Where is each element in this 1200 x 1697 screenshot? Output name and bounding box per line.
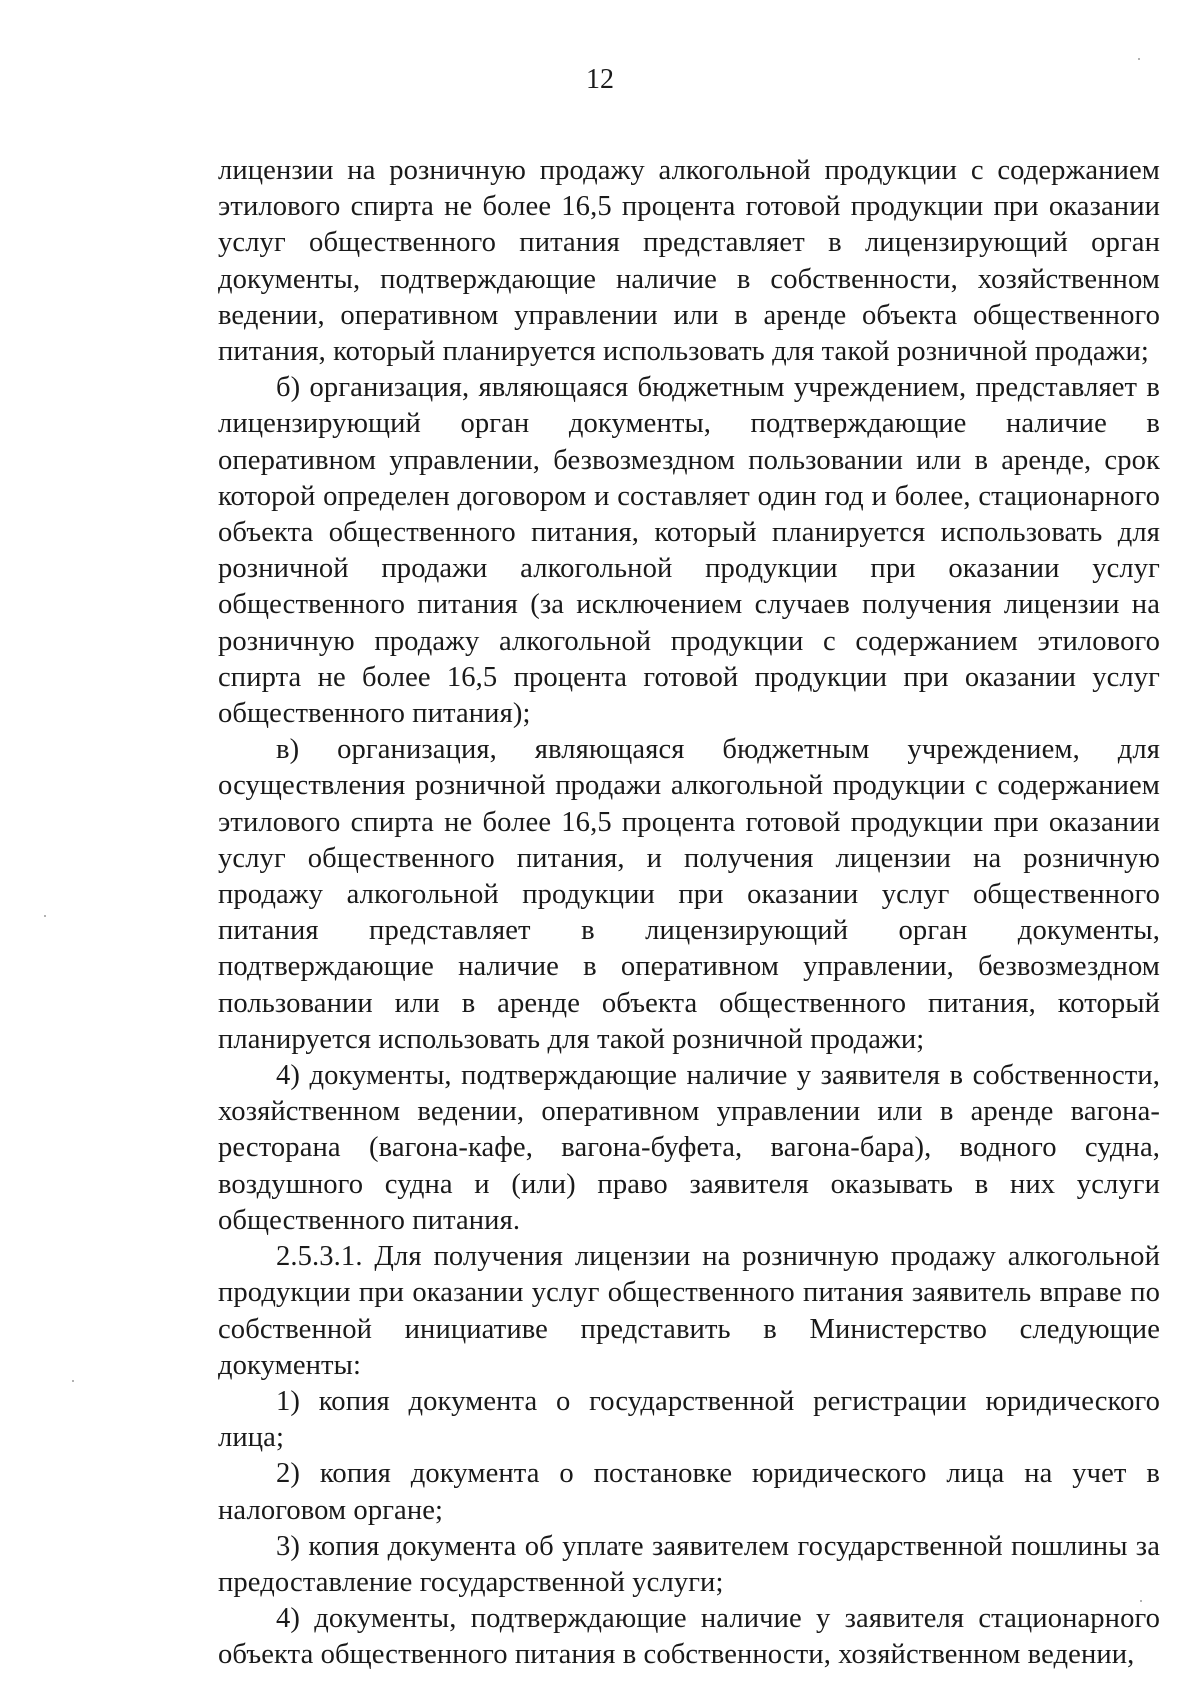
paragraph-list-item-2: 2) копия документа о постановке юридического лица на учет в налоговом органе; [218,1458,1160,1526]
paragraph-list-item-1: 1) копия документа о государственной регистрации юридического лица; [218,1385,1160,1454]
paragraph-list-item-3: 3) копия документа об уплате заявителем государственной пошлины за предоставление государственной услуги; [218,1530,1160,1598]
scan-speck [1138,58,1140,60]
scan-speck [1140,1600,1142,1602]
scan-speck [72,1380,74,1382]
page-number: 12 [586,64,614,95]
paragraph-item-b: б) организация, являющаяся бюджетным учреждением, представляет в лицензирующий орган документы, подтверждающие наличие в оперативном управлении, безвозмездном пользовании или в аренде, срок которой определен договором и составляет один год и более, стационарного объекта общественного питания, который планируется использовать для розничной продажи алкогольной продукции при оказании услуг общественного питания (за исключением случаев получения лицензии на розничную продажу алкогольной продукции с содержанием этилового спирта не более 16,5 процента готовой продукции при оказании услуг общественного питания); [218,372,1160,730]
scan-speck [44,915,46,917]
document-body [218,153,1160,1674]
paragraph-item-v: в) организация, являющаяся бюджетным учреждением, для осуществления розничной продажи алкогольной продукции с содержанием этилового спирта не более 16,5 процента готовой продукции при оказании услуг общественного питания, и получения лицензии на розничную продажу алкогольной продукции при оказании услуг общественного питания представляет в лицензирующий орган документы, подтверждающие наличие в оперативном управлении, безвозмездном пользовании или в аренде объекта общественного питания, который планируется использовать для такой розничной продажи; [218,734,1160,1055]
paragraph-section-2-5-3-1: 2.5.3.1. Для получения лицензии на розничную продажу алкогольной продукции при оказании услуг общественного питания заявитель вправе по собственной инициативе представить в Министерство следующие документы: [218,1241,1160,1381]
paragraph-item-4: 4) документы, подтверждающие наличие у заявителя в собственности, хозяйственном ведении, оперативном управлении или в аренде вагона-ресторана (вагона-кафе, вагона-буфета, вагона-бара), водного судна, воздушного судна и (или) право заявителя оказывать в них услуги общественного питания. [218,1060,1160,1236]
paragraph-continuation: лицензии на розничную продажу алкогольной продукции с содержанием этилового спирта не более 16,5 процента готовой продукции при оказании услуг общественного питания представляет в лицензирующий орган документы, подтверждающие наличие в собственности, хозяйственном ведении, оперативном управлении или в аренде объекта общественного питания, который планируется использовать для такой розничной продажи; [218,155,1160,368]
paragraph-list-item-4: 4) документы, подтверждающие наличие у заявителя стационарного объекта общественного питания в собственности, хозяйственном ведении, [218,1603,1160,1671]
